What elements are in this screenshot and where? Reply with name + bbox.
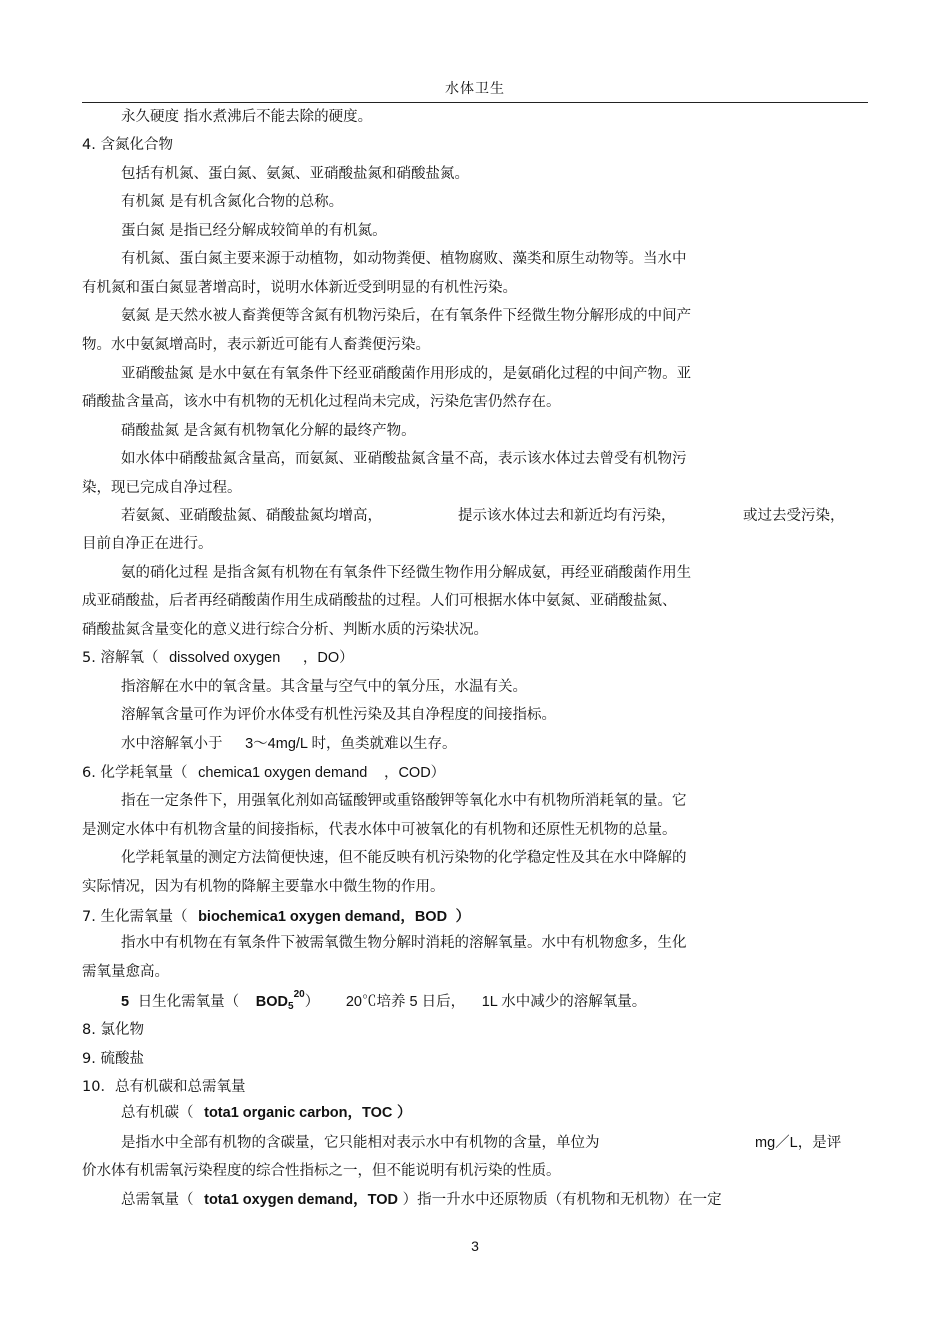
text-line: 溶解氧含量可作为评价水体受有机性污染及其自净程度的间接指标。 [121,707,556,723]
text-segment: ） [396,1105,412,1121]
text-segment: ，DO） [302,650,354,666]
text-segment: 日生化需氧量（ [137,994,240,1010]
text-line: 有机氮和蛋白氮显著增高时，说明水体新近受到明显的有机性污染。 [82,280,517,296]
text-line: 物。水中氨氮增高时，表示新近可能有人畜粪便污染。 [82,337,430,353]
text-line: 有机氮、蛋白氮主要来源于动植物，如动物粪便、植物腐败、藻类和原生动物等。当水中 [121,251,687,267]
text-line: 价水体有机需氧污染程度的综合性指标之一，但不能说明有机污染的性质。 [82,1163,561,1179]
text-segment: 20℃培养 5 日后， [345,994,466,1010]
text-line: 包括有机氮、蛋白氮、氨氮、亚硝酸盐氮和硝酸盐氮。 [121,166,469,182]
text-segment: 5. 溶解氧（ [82,650,159,666]
header-rule [82,102,868,103]
text-segment: chemica1 oxygen demand [198,765,368,781]
section-heading: 4. 含氮化合物 [82,137,173,153]
text-segment: ）指一升水中还原物质（有机物和无机物）在一定 [402,1192,722,1208]
section-heading [82,907,470,927]
text-segment: 提示该水体过去和新近均有污染， [458,508,676,524]
text-segment: tota1 oxygen demand，TOD [204,1192,399,1208]
text-line [121,1133,842,1153]
superscript: 20 [293,989,305,1000]
text-line [121,506,845,526]
text-segment: 6. 化学耗氧量（ [82,765,188,781]
text-line: 氨氮 是天然水被人畜粪便等含氮有机物污染后，在有氧条件下经微生物分解形成的中间产 [121,308,692,324]
text-line [121,1103,411,1123]
section-heading: 9. 硫酸盐 [82,1051,144,1067]
text-line: 染，现已完成自净过程。 [82,480,242,496]
page-header: 水体卫生 [445,81,505,97]
text-segment: 是指水中全部有机物的含碳量，它只能相对表示水中有机物的含量，单位为 [121,1135,600,1151]
text-segment: biochemica1 oxygen demand，BOD [198,909,448,925]
text-line: 如水体中硝酸盐氮含量高，而氨氮、亚硝酸盐氮含量不高，表示该水体过去曾受有机物污 [121,451,687,467]
text-segment: dissolved oxygen [169,650,281,666]
text-segment: ） [304,994,320,1010]
text-segment: 水中溶解氧小于 [121,736,223,752]
text-segment: 若氨氮、亚硝酸盐氮、硝酸盐氮均增高， [121,508,382,524]
text-segment: 或过去受污染， [743,508,845,524]
text-line: 硝酸盐氮含量变化的意义进行综合分析、判断水质的污染状况。 [82,622,488,638]
text-segment: tota1 organic carbon，TOC [204,1105,393,1121]
text-segment: 1L 水中减少的溶解氧量。 [481,994,647,1010]
text-line [121,1190,722,1210]
text-segment: 7. 生化需氧量（ [82,909,188,925]
text-line: 永久硬度 指水煮沸后不能去除的硬度。 [121,109,373,125]
text-segment: 总需氧量（ [121,1192,194,1208]
text-line: 亚硝酸盐氮 是水中氨在有氧条件下经亚硝酸菌作用形成的，是氨硝化过程的中间产物。亚 [121,366,692,382]
section-heading: 8. 氯化物 [82,1022,144,1038]
section-heading [82,648,354,668]
text-line [121,734,456,754]
text-segment: ） [455,909,471,925]
text-segment: BOD [255,994,289,1010]
text-line: 指在一定条件下，用强氧化剂如高锰酸钾或重铬酸钾等氧化水中有机物所消耗氧的量。它 [121,793,687,809]
text-segment: ，COD） [383,765,446,781]
text-segment: 5 [121,994,130,1010]
text-line: 目前自净正在进行。 [82,536,213,552]
text-line: 是测定水体中有机物含量的间接指标，代表水体中可被氧化的有机物和还原性无机物的总量。 [82,822,677,838]
text-line: 氨的硝化过程 是指含氮有机物在有氧条件下经微生物作用分解成氨，再经亚硝酸菌作用生 [121,565,692,581]
text-line: 蛋白氮 是指已经分解成较简单的有机氮。 [121,223,387,239]
text-line: 成亚硝酸盐，后者再经硝酸菌作用生成硝酸盐的过程。人们可根据水体中氨氮、亚硝酸盐氮、 [82,593,677,609]
text-segment: 总有机碳（ [121,1105,194,1121]
page-number: 3 [471,1238,479,1254]
text-line: 有机氮 是有机含氮化合物的总称。 [121,194,344,210]
text-line: 硝酸盐含量高，该水中有机物的无机化过程尚未完成，污染危害仍然存在。 [82,394,561,410]
text-line: 硝酸盐氮 是含氮有机物氧化分解的最终产物。 [121,423,416,439]
text-line: 指溶解在水中的氧含量。其含量与空气中的氧分压，水温有关。 [121,679,527,695]
subscript: 5 [288,1001,294,1012]
text-line: 化学耗氧量的测定方法简便快速，但不能反映有机污染物的化学稳定性及其在水中降解的 [121,850,687,866]
section-heading: 10．总有机碳和总需氧量 [82,1079,246,1095]
section-heading [82,763,445,783]
text-line: 需氧量愈高。 [82,964,169,980]
text-line: 实际情况，因为有机物的降解主要靠水中微生物的作用。 [82,879,445,895]
text-line: 指水中有机物在有氧条件下被需氧微生物分解时消耗的溶解氧量。水中有机物愈多，生化 [121,935,687,951]
text-segment: 3～4mg/L 时，鱼类就难以生存。 [245,736,457,752]
text-segment: mg／L，是评 [755,1135,842,1151]
text-line [121,989,647,1014]
